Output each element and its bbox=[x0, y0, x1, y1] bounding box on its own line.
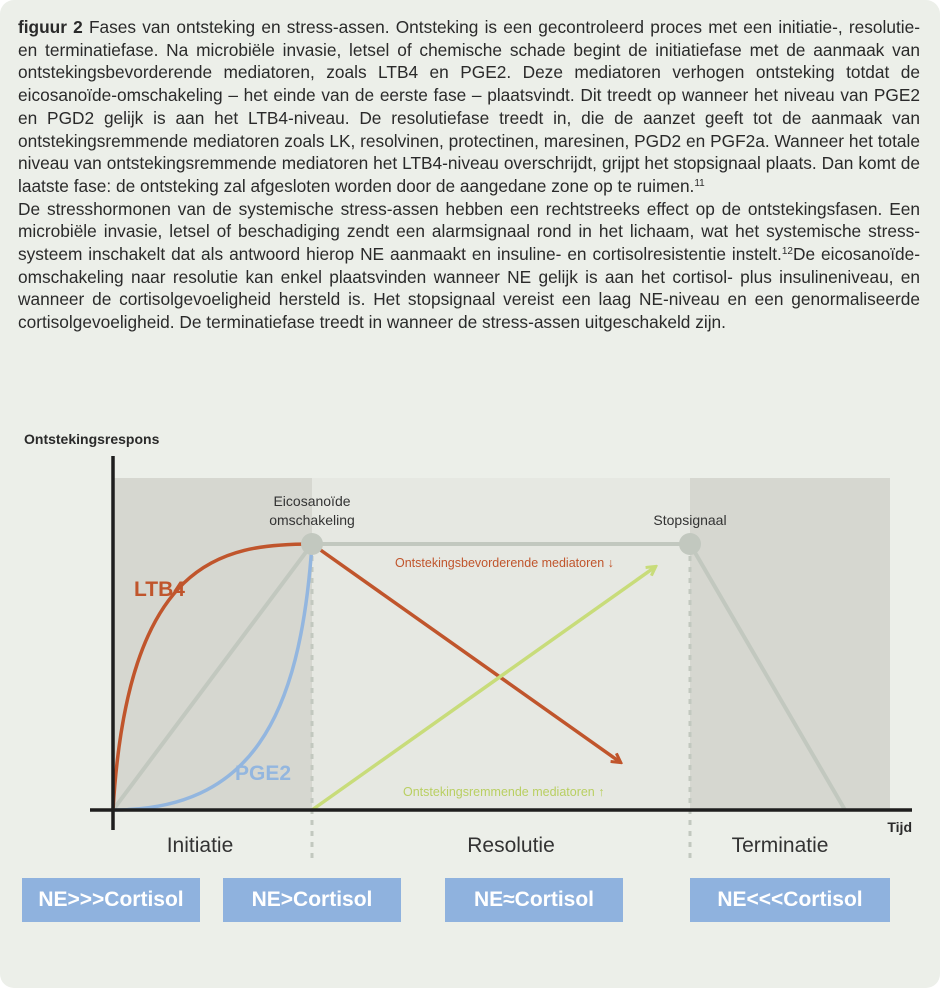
switch-marker bbox=[301, 533, 323, 555]
stop-label: Stopsignaal bbox=[653, 512, 727, 528]
phase-termination: Terminatie bbox=[731, 834, 829, 857]
caption-text-3: De eicosanoïde-omschakeling naar resolutie kan enkel plaatsvinden wanneer NE gelijk is aan het cortisol- plus insulineniveau, en wanneer de cortisolgevoeligheid hersteld is. Het stopsignaal vereist een laag NE-niveau en een genormaliseerde cortisolgevoeligheid. De terminatiefase treedt in wanneer de stress-assen uitgeschakeld zijn. bbox=[18, 244, 920, 333]
phase-resolution: Resolutie bbox=[467, 834, 555, 857]
switch-label-line2: omschakeling bbox=[269, 512, 355, 528]
x-axis-label: Tijd bbox=[887, 819, 912, 835]
anti-inflammatory-label: Ontstekingsremmende mediatoren ↑ bbox=[403, 785, 605, 799]
pge2-label: PGE2 bbox=[235, 762, 292, 785]
pro-inflammatory-label: Ontstekingsbevorderende mediatoren ↓ bbox=[395, 556, 614, 570]
badge-switch: NE>Cortisol bbox=[223, 878, 401, 922]
figure-label: figuur 2 bbox=[18, 17, 83, 37]
badge-termination: NE<<<Cortisol bbox=[690, 878, 890, 922]
caption-text-2: De stresshormonen van de systemische stress-assen hebben een rechtstreeks effect op de ontstekingsfasen. Een microbiële invasie, letsel of beschadiging zendt een alarmsignaal rond in het lichaam, wat het systemische stress-systeem inschakelt dat als antwoord hierop NE aanmaakt en insuline- en cortisolresistentie instelt. bbox=[18, 198, 920, 265]
reference-12: 12 bbox=[781, 246, 793, 258]
ltb4-label: LTB4 bbox=[134, 578, 185, 601]
y-axis-label: Ontstekingsrespons bbox=[24, 431, 160, 447]
reference-11: 11 bbox=[694, 177, 705, 189]
caption-text-1: Fases van ontsteking en stress-assen. Ontsteking is een gecontroleerd proces met een initiatie-, resolutie- en terminatiefase. Na microbiële invasie, letsel of chemische schade begint de initiatiefase met de aanmaak van ontstekingsbevorderende mediatoren, zoals LTB4 en PGE2. Deze mediatoren verhogen ontsteking totdat de eicosanoïde-omschakeling – het einde van de eerste fase – plaatsvindt. Dit treedt op wanneer het niveau van PGE2 en PGD2 gelijk is aan het LTB4-niveau. De resolutiefase treedt in, die de aanzet geeft tot de aanmaak van ontstekingsremmende mediatoren zoals LK, resolvinen, protectinen, maresinen, PGD2 en PGF2a. Wanneer het totale niveau van ontstekingsremmende mediatoren het LTB4-niveau overschrijdt, grijpt het stopsignaal plaats. Dan komt de laatste fase: de ontsteking zal afgesloten worden door de aangedane zone op te ruimen. bbox=[18, 17, 920, 196]
stop-marker bbox=[679, 533, 701, 555]
badge-initiation: NE>>>Cortisol bbox=[22, 878, 200, 922]
badge-resolution: NE≈Cortisol bbox=[445, 878, 623, 922]
phase-initiation: Initiatie bbox=[166, 834, 234, 857]
switch-label-line1: Eicosanoïde bbox=[273, 493, 351, 509]
resolution-region bbox=[312, 478, 690, 810]
